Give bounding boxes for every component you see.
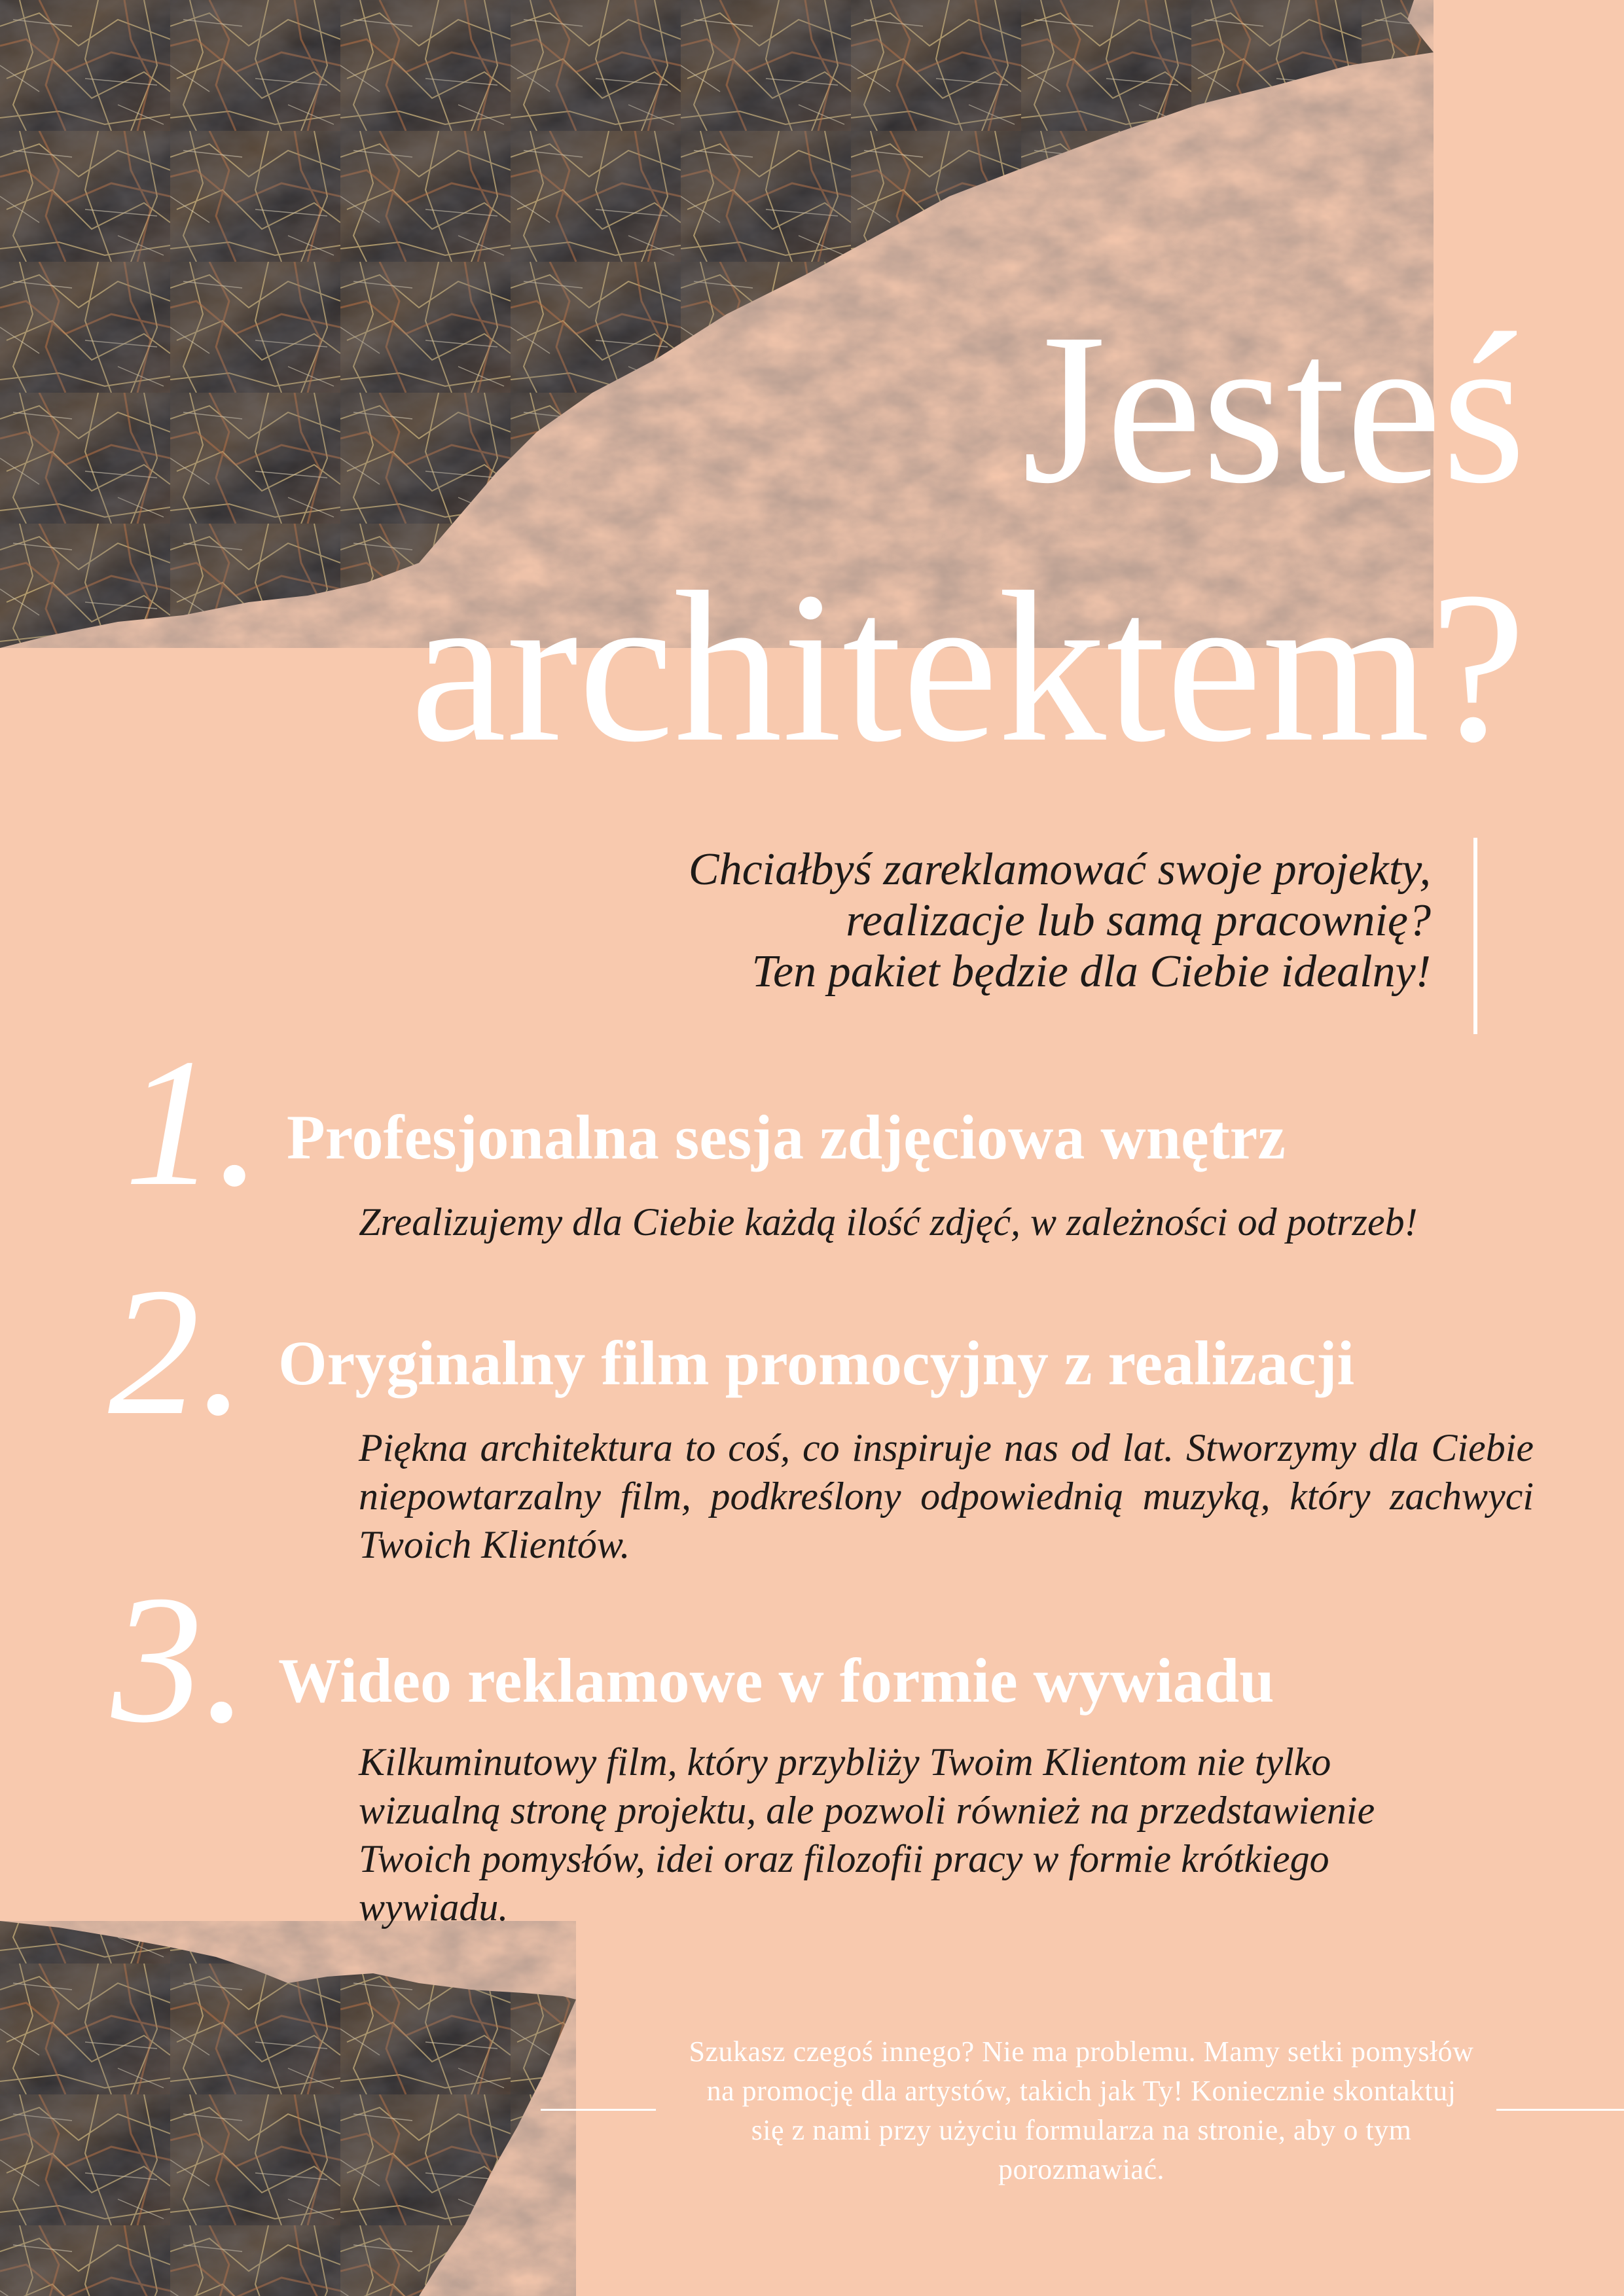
- intro-line-2: realizacje lub samą pracownię?: [846, 895, 1431, 946]
- footer-rule-left: [541, 2109, 656, 2111]
- item-number: 2.: [108, 1249, 245, 1453]
- intro-divider: [1473, 838, 1477, 1034]
- item-number: 1.: [124, 1020, 262, 1224]
- item-title: Profesjonalna sesja zdjęciowa wnętrz: [287, 1102, 1286, 1172]
- item-title: Wideo reklamowe w formie wywiadu: [278, 1645, 1274, 1715]
- title-line-2: architektem?: [410, 548, 1526, 787]
- footer-rule-right: [1496, 2109, 1624, 2111]
- item-title: Oryginalny film promocyjny z realizacji: [278, 1328, 1355, 1398]
- title-line-1: Jesteś: [1022, 289, 1526, 528]
- intro-text: [689, 844, 1431, 997]
- item-description: Piękna architektura to coś, co inspiruje nas od lat. Stworzymy dla Ciebie niepowtarzalny film, podkreślony odpowiednią muzyką, który zachwyci Twoich Klientów.: [359, 1426, 1534, 1566]
- footer-text: Szukasz czegoś innego? Nie ma problemu. Mamy setki pomysłów na promocję dla artystów, takich jak Ty! Koniecznie skontaktuj się z nami przy użyciu formularza na stronie, aby o tym porozmawiać.: [689, 2036, 1474, 2185]
- item-description: Zrealizujemy dla Ciebie każdą ilość zdjęć, w zależności od potrzeb!: [359, 1200, 1418, 1244]
- item-description: Kilkuminutowy film, który przybliży Twoim Klientom nie tylko wizualną stronę projektu, ale pozwoli również na przedstawienie Twoich pomysłów, idei oraz filozofii pracy w formie krótkiego wywiadu.: [359, 1740, 1375, 1929]
- intro-line-1: Chciałbyś zareklamować swoje projekty,: [688, 844, 1431, 895]
- item-number: 3.: [111, 1557, 249, 1761]
- intro-line-3: Ten pakiet będzie dla Ciebie idealny!: [751, 946, 1431, 997]
